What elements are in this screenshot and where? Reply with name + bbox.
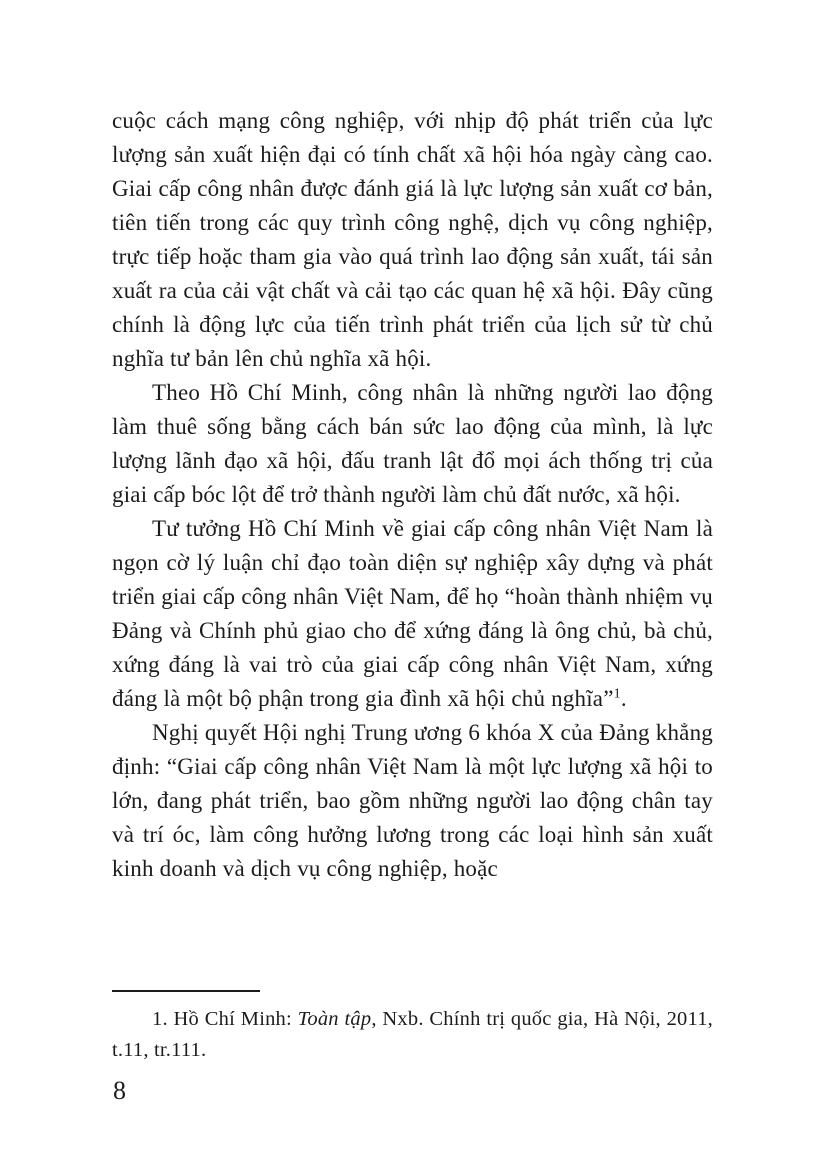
- footnote-text: [112, 1004, 713, 1066]
- body-text: [112, 104, 713, 886]
- paragraph-tu-tuong: [112, 512, 713, 716]
- paragraph-nghi-quyet: Nghị quyết Hội nghị Trung ương 6 khóa X của Đảng khẳng định: “Giai cấp công nhân Việt Nam là một lực lượng xã hội to lớn, đang phát triển, bao gồm những người lao động chân tay và trí óc, làm công hưởng lương trong các loại hình sản xuất kinh doanh và dịch vụ công nghiệp, hoặc: [112, 720, 713, 881]
- paragraph-continuation: cuộc cách mạng công nghiệp, với nhịp độ phát triển của lực lượng sản xuất hiện đại có tính chất xã hội hóa ngày càng cao. Giai cấp công nhân được đánh giá là lực lượng sản xuất cơ bản, tiên tiến trong các quy trình công nghệ, dịch vụ công nghiệp, trực tiếp hoặc tham gia vào quá trình lao động sản xuất, tái sản xuất ra của cải vật chất và cải tạo các quan hệ xã hội. Đây cũng chính là động lực của tiến trình phát triển của lịch sử từ chủ nghĩa tư bản lên chủ nghĩa xã hội.: [112, 108, 713, 371]
- paragraph-theo-ho-chi-minh: Theo Hồ Chí Minh, công nhân là những người lao động làm thuê sống bằng cách bán sức lao động của mình, là lực lượng lãnh đạo xã hội, đấu tranh lật đổ mọi ách thống trị của giai cấp bóc lột để trở thành người làm chủ đất nước, xã hội.: [112, 380, 713, 507]
- footnote-separator-rule: [112, 990, 260, 992]
- footnote-work-title: Toàn tập: [297, 1008, 372, 1030]
- footnote-reference-marker: 1: [613, 686, 621, 702]
- footnote-section: [112, 990, 713, 1066]
- paragraph-text-after-ref: .: [620, 686, 627, 711]
- paragraph-text: Tư tưởng Hồ Chí Minh về giai cấp công nhân Việt Nam là ngọn cờ lý luận chỉ đạo toàn diện sự nghiệp xây dựng và phát triển giai cấp công nhân Việt Nam, để họ “hoàn thành nhiệm vụ Đảng và Chính phủ giao cho để xứng đáng là ông chủ, bà chủ, xứng đáng là vai trò của giai cấp công nhân Việt Nam, xứng đáng là một bộ phận trong gia đình xã hội chủ nghĩa”: [112, 516, 713, 711]
- footnote-citation-suffix: , Nxb. Chính trị quốc gia, Hà Nội, 2011, t.11, tr.111.: [112, 1008, 713, 1061]
- footnote-citation-prefix: 1. Hồ Chí Minh:: [152, 1008, 298, 1030]
- page-number: 8: [113, 1076, 126, 1105]
